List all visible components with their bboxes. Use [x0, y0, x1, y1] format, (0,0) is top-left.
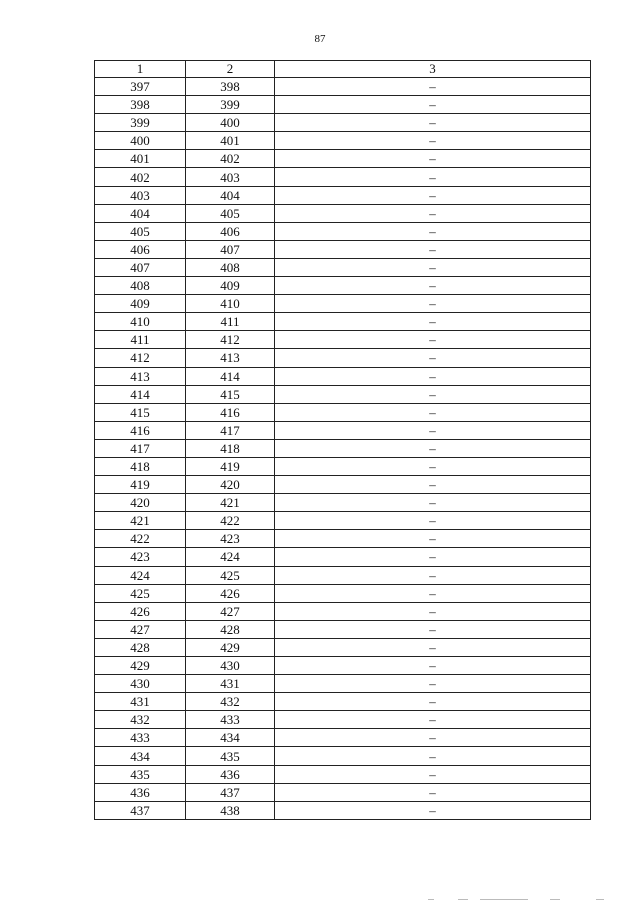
- table-row: [95, 277, 591, 295]
- table-cell-col-2: 426: [186, 584, 275, 602]
- table-cell-col-2: 427: [186, 602, 275, 620]
- table-cell-col-3: –: [275, 331, 591, 349]
- table-cell-col-3: –: [275, 530, 591, 548]
- table-cell-col-3: –: [275, 783, 591, 801]
- table-row: [95, 367, 591, 385]
- table-cell-col-2: 437: [186, 783, 275, 801]
- table-row: [95, 801, 591, 819]
- table-cell-col-1: 424: [95, 566, 186, 584]
- table-cell-col-1: 436: [95, 783, 186, 801]
- table-row: [95, 494, 591, 512]
- table-body: [95, 78, 591, 820]
- table-cell-col-2: 435: [186, 747, 275, 765]
- table-row: [95, 222, 591, 240]
- table-cell-col-3: –: [275, 421, 591, 439]
- table-cell-col-3: –: [275, 693, 591, 711]
- table-row: [95, 96, 591, 114]
- table-cell-col-1: 399: [95, 114, 186, 132]
- table-row: [95, 602, 591, 620]
- table-cell-col-1: 430: [95, 675, 186, 693]
- table-cell-col-2: 438: [186, 801, 275, 819]
- table-cell-col-2: 399: [186, 96, 275, 114]
- table-cell-col-1: 405: [95, 222, 186, 240]
- table-cell-col-2: 415: [186, 385, 275, 403]
- table-row: [95, 331, 591, 349]
- table-row: [95, 530, 591, 548]
- table-cell-col-2: 421: [186, 494, 275, 512]
- table-cell-col-1: 416: [95, 421, 186, 439]
- table-cell-col-1: 426: [95, 602, 186, 620]
- table-row: [95, 403, 591, 421]
- table-cell-col-3: –: [275, 385, 591, 403]
- table-cell-col-2: 401: [186, 132, 275, 150]
- table-cell-col-3: –: [275, 457, 591, 475]
- table-cell-col-2: 405: [186, 204, 275, 222]
- table-cell-col-1: 413: [95, 367, 186, 385]
- table-cell-col-2: 407: [186, 240, 275, 258]
- table-cell-col-1: 423: [95, 548, 186, 566]
- table-row: [95, 439, 591, 457]
- table-cell-col-3: –: [275, 78, 591, 96]
- column-header-3: 3: [275, 61, 591, 78]
- table-cell-col-1: 415: [95, 403, 186, 421]
- data-table: [94, 60, 591, 820]
- table-row: [95, 765, 591, 783]
- table-cell-col-2: 408: [186, 258, 275, 276]
- table-cell-col-1: 435: [95, 765, 186, 783]
- table-cell-col-3: –: [275, 494, 591, 512]
- table-cell-col-2: 402: [186, 150, 275, 168]
- table-cell-col-3: –: [275, 747, 591, 765]
- table-cell-col-1: 398: [95, 96, 186, 114]
- table-cell-col-1: 428: [95, 638, 186, 656]
- scan-artifact: [428, 898, 608, 902]
- table-cell-col-2: 413: [186, 349, 275, 367]
- table-cell-col-2: 428: [186, 620, 275, 638]
- table-cell-col-3: –: [275, 566, 591, 584]
- table-row: [95, 114, 591, 132]
- table-cell-col-1: 400: [95, 132, 186, 150]
- table-cell-col-3: –: [275, 295, 591, 313]
- table-cell-col-3: –: [275, 204, 591, 222]
- table-cell-col-2: 429: [186, 638, 275, 656]
- table-cell-col-1: 437: [95, 801, 186, 819]
- column-header-1: 1: [95, 61, 186, 78]
- table-cell-col-3: –: [275, 96, 591, 114]
- table-cell-col-1: 407: [95, 258, 186, 276]
- table-cell-col-3: –: [275, 602, 591, 620]
- table-cell-col-3: –: [275, 258, 591, 276]
- table-cell-col-2: 400: [186, 114, 275, 132]
- table-cell-col-3: –: [275, 657, 591, 675]
- table-cell-col-1: 401: [95, 150, 186, 168]
- table-cell-col-2: 417: [186, 421, 275, 439]
- table-cell-col-3: –: [275, 439, 591, 457]
- table-row: [95, 620, 591, 638]
- table-cell-col-3: –: [275, 367, 591, 385]
- table-cell-col-3: –: [275, 168, 591, 186]
- table-row: [95, 258, 591, 276]
- table-row: [95, 78, 591, 96]
- table-row: [95, 638, 591, 656]
- table-cell-col-3: –: [275, 476, 591, 494]
- table-row: [95, 313, 591, 331]
- table-cell-col-1: 425: [95, 584, 186, 602]
- table-cell-col-2: 411: [186, 313, 275, 331]
- table-cell-col-2: 398: [186, 78, 275, 96]
- table-row: [95, 476, 591, 494]
- table-cell-col-1: 412: [95, 349, 186, 367]
- table-cell-col-2: 419: [186, 457, 275, 475]
- table-row: [95, 584, 591, 602]
- table-cell-col-2: 436: [186, 765, 275, 783]
- table-cell-col-2: 406: [186, 222, 275, 240]
- table-row: [95, 150, 591, 168]
- table-cell-col-2: 425: [186, 566, 275, 584]
- table-row: [95, 548, 591, 566]
- table-cell-col-1: 431: [95, 693, 186, 711]
- table-cell-col-2: 410: [186, 295, 275, 313]
- table-cell-col-1: 410: [95, 313, 186, 331]
- table-cell-col-1: 419: [95, 476, 186, 494]
- table-row: [95, 295, 591, 313]
- table-cell-col-3: –: [275, 711, 591, 729]
- table-cell-col-1: 414: [95, 385, 186, 403]
- table-cell-col-1: 403: [95, 186, 186, 204]
- table-row: [95, 240, 591, 258]
- table-cell-col-3: –: [275, 584, 591, 602]
- table-cell-col-3: –: [275, 729, 591, 747]
- column-header-2: 2: [186, 61, 275, 78]
- table-cell-col-2: 431: [186, 675, 275, 693]
- table-cell-col-2: 414: [186, 367, 275, 385]
- table-cell-col-2: 404: [186, 186, 275, 204]
- table-row: [95, 349, 591, 367]
- table-header: [95, 61, 591, 78]
- table-cell-col-3: –: [275, 620, 591, 638]
- table-cell-col-3: –: [275, 548, 591, 566]
- table-row: [95, 385, 591, 403]
- table-cell-col-3: –: [275, 150, 591, 168]
- table-cell-col-2: 416: [186, 403, 275, 421]
- table-cell-col-2: 432: [186, 693, 275, 711]
- table-cell-col-1: 432: [95, 711, 186, 729]
- table-cell-col-2: 409: [186, 277, 275, 295]
- table-row: [95, 566, 591, 584]
- table-cell-col-1: 418: [95, 457, 186, 475]
- table-cell-col-3: –: [275, 675, 591, 693]
- table-cell-col-3: –: [275, 277, 591, 295]
- table-row: [95, 132, 591, 150]
- table-cell-col-3: –: [275, 512, 591, 530]
- table-row: [95, 693, 591, 711]
- table-row: [95, 711, 591, 729]
- table-cell-col-1: 402: [95, 168, 186, 186]
- table-cell-col-3: –: [275, 186, 591, 204]
- table-cell-col-1: 420: [95, 494, 186, 512]
- table-cell-col-1: 421: [95, 512, 186, 530]
- table-cell-col-1: 404: [95, 204, 186, 222]
- table-cell-col-2: 412: [186, 331, 275, 349]
- table-row: [95, 421, 591, 439]
- table-row: [95, 186, 591, 204]
- table-cell-col-1: 429: [95, 657, 186, 675]
- table-row: [95, 657, 591, 675]
- table-cell-col-1: 427: [95, 620, 186, 638]
- table-row: [95, 204, 591, 222]
- table-cell-col-3: –: [275, 638, 591, 656]
- table-row: [95, 783, 591, 801]
- table-row: [95, 168, 591, 186]
- table-cell-col-2: 433: [186, 711, 275, 729]
- table-row: [95, 729, 591, 747]
- header-row: [95, 61, 591, 78]
- table-cell-col-1: 422: [95, 530, 186, 548]
- table-cell-col-3: –: [275, 403, 591, 421]
- table-cell-col-2: 403: [186, 168, 275, 186]
- table-row: [95, 457, 591, 475]
- table-cell-col-1: 406: [95, 240, 186, 258]
- table-cell-col-3: –: [275, 114, 591, 132]
- table-cell-col-3: –: [275, 765, 591, 783]
- table-cell-col-3: –: [275, 240, 591, 258]
- table-cell-col-1: 417: [95, 439, 186, 457]
- table-cell-col-1: 397: [95, 78, 186, 96]
- page-number: 87: [314, 33, 326, 45]
- table-cell-col-2: 418: [186, 439, 275, 457]
- table-row: [95, 512, 591, 530]
- table-row: [95, 747, 591, 765]
- table-cell-col-2: 423: [186, 530, 275, 548]
- table-cell-col-2: 422: [186, 512, 275, 530]
- table-cell-col-2: 424: [186, 548, 275, 566]
- table-cell-col-3: –: [275, 132, 591, 150]
- table-cell-col-1: 433: [95, 729, 186, 747]
- table-cell-col-3: –: [275, 801, 591, 819]
- table-cell-col-1: 434: [95, 747, 186, 765]
- table-cell-col-1: 411: [95, 331, 186, 349]
- table-cell-col-3: –: [275, 313, 591, 331]
- table-cell-col-2: 420: [186, 476, 275, 494]
- table-cell-col-2: 434: [186, 729, 275, 747]
- table-cell-col-3: –: [275, 222, 591, 240]
- table-cell-col-2: 430: [186, 657, 275, 675]
- table-cell-col-3: –: [275, 349, 591, 367]
- table-cell-col-1: 409: [95, 295, 186, 313]
- table-cell-col-1: 408: [95, 277, 186, 295]
- table-row: [95, 675, 591, 693]
